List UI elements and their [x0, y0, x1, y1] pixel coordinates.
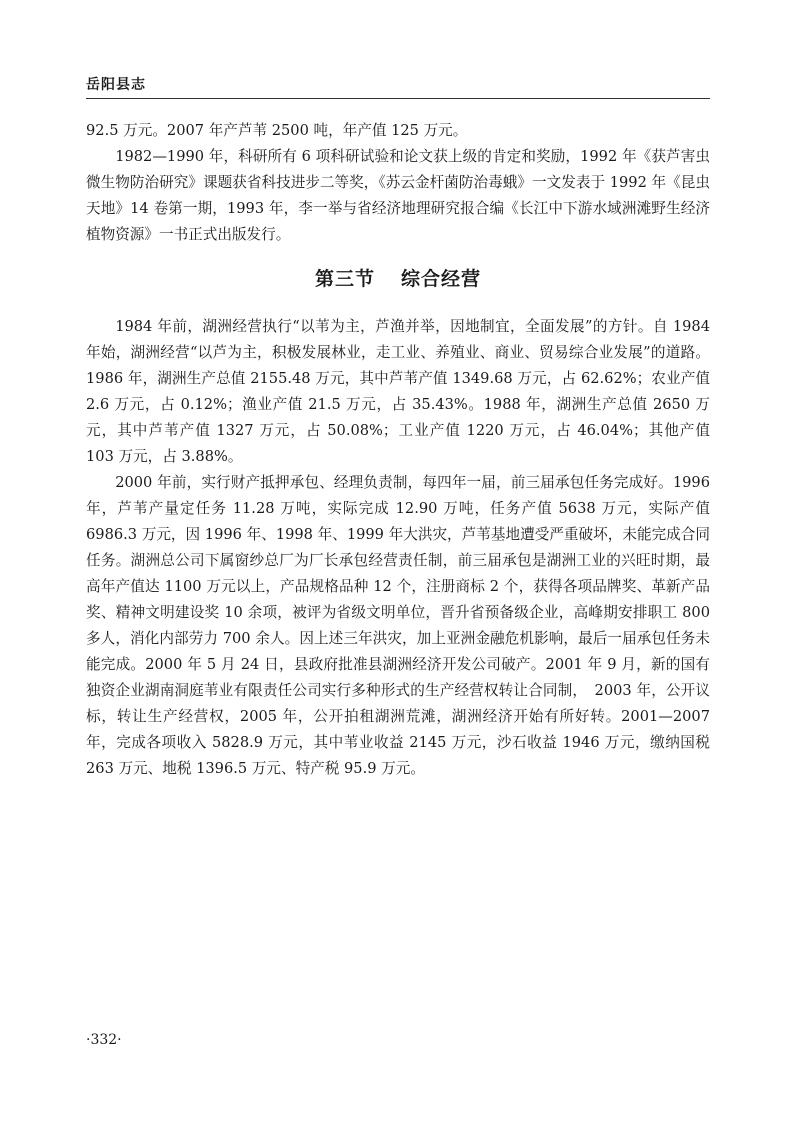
header-rule	[86, 98, 710, 99]
section-title	[86, 266, 710, 292]
paragraph-1984: 1984 年前，湖洲经营执行“以苇为主，芦渔并举，因地制宜，全面发展”的方针。自 1984 年始，湖洲经营“以芦为主，积极发展林业，走工业、养殖业、商业、贸易综合业发展”的道路。1986 年，湖洲生产总值 2155.48 万元，其中芦苇产值 1349.68 万元，占 62.62%；农业产值 2.6 万元，占 0.12%；渔业产值 21.5 万元，占 35.43%。1988 年，湖洲生产总值 2650 万元，其中芦苇产值 1327 万元，占 50.08%；工业产值 1220 万元，占 46.04%；其他产值 103 万元，占 3.88%。	[86, 318, 710, 465]
section-title-text: 综合经营	[401, 268, 482, 290]
paragraph-2000: 2000 年前，实行财产抵押承包、经理负责制，每四年一届，前三届承包任务完成好。1996 年，芦苇产量定任务 11.28 万吨，实际完成 12.90 万吨，任务产值 5638 万元，实际产值 6986.3 万元，因 1996 年、1998 年、1999 年大洪灾，芦苇基地遭受严重破坏，未能完成合同任务。湖洲总公司下属窗纱总厂为厂长承包经营责任制，前三届承包是湖洲工业的兴旺时期，最高年产值达 1100 万元以上，产品规格品种 12 个，注册商标 2 个，获得各项品牌奖、革新产品奖、精神文明建设奖 10 余项，被评为省级文明单位，晋升省预备级企业，高峰期安排职工 800 多人，消化内部劳力 700 余人。因上述三年洪灾，加上亚洲金融危机影响，最后一届承包任务未能完成。2000 年 5 月 24 日，县政府批准县湖洲经济开发公司破产。2001 年 9 月，新的国有独资企业湖南洞庭苇业有限责任公司实行多种形式的生产经营权转让合同制， 2003 年，公开议标，转让生产经营权，2005 年，公开拍租湖洲荒滩，湖洲经济开始有所好转。2001—2007 年，完成各项收入 5828.9 万元，其中苇业收益 2145 万元，沙石收益 1946 万元，缴纳国税 263 万元、地税 1396.5 万元、特产税 95.9 万元。	[86, 474, 710, 777]
page-body	[86, 118, 710, 782]
running-head-title: 岳阳县志	[86, 77, 146, 93]
paragraph-research: 1982—1990 年，科研所有 6 项科研试验和论文获上级的肯定和奖励，1992 年《获芦害虫微生物防治研究》课题获省科技进步二等奖，《苏云金杆菌防治毒蛾》一文发表于 1992 年《昆虫天地》14 卷第一期，1993 年，李一举与省经济地理研究报合编《长江中下游水域洲滩野生经济植物资源》一书正式出版发行。	[86, 148, 710, 243]
page-number: ·332·	[86, 1032, 122, 1048]
paragraph-continued: 92.5 万元。2007 年产芦苇 2500 吨，年产值 125 万元。	[86, 122, 468, 139]
section-title-number: 第三节	[314, 268, 375, 290]
